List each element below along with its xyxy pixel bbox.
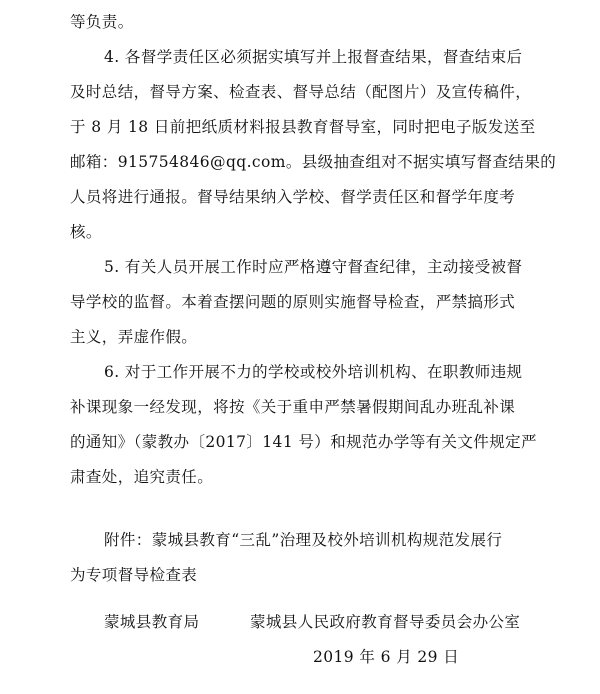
text-line: 的通知》（蒙教办〔2017〕141 号）和规范办学等有关文件规定严 [70,433,537,451]
text-line: 5. 有关人员开展工作时应严格遵守督查纪律，主动接受被督 [104,258,523,276]
text-line: 等负责。 [70,13,134,31]
signature-left: 蒙城县教育局 [104,613,200,631]
signature-date: 2019 年 6 月 29 日 [313,648,460,666]
text-line: 肃查处，追究责任。 [70,468,214,486]
text-line: 及时总结，督导方案、检查表、督导总结（配图片）及宣传稿件， [70,83,532,101]
text-line: 于 8 月 18 日前把纸质材料报县教育督导室，同时把电子版发送至 [70,118,536,136]
attachment-line: 附件：蒙城县教育“三乱”治理及校外培训机构规范发展行 [104,531,503,549]
text-line: 核。 [70,223,102,241]
signature-right: 蒙城县人民政府教育督导委员会办公室 [250,613,521,631]
text-line: 4. 各督学责任区必须据实填写并上报督查结果，督查结束后 [104,48,523,66]
text-line: 主义，弄虚作假。 [70,328,198,346]
text-line: 补课现象一经发现，将按《关于重申严禁暑假期间乱办班乱补课 [70,398,516,416]
text-line: 6. 对于工作开展不力的学校或校外培训机构、在职教师违规 [104,363,523,381]
text-line: 人员将进行通报。督导结果纳入学校、督学责任区和督学年度考 [70,188,516,206]
text-line: 邮箱：915754846@qq.com。县级抽查组对不据实填写督查结果的 [70,153,557,171]
attachment-line: 为专项督导检查表 [70,566,198,584]
text-line: 导学校的监督。本着查摆问题的原则实施督导检查，严禁搞形式 [70,293,516,311]
